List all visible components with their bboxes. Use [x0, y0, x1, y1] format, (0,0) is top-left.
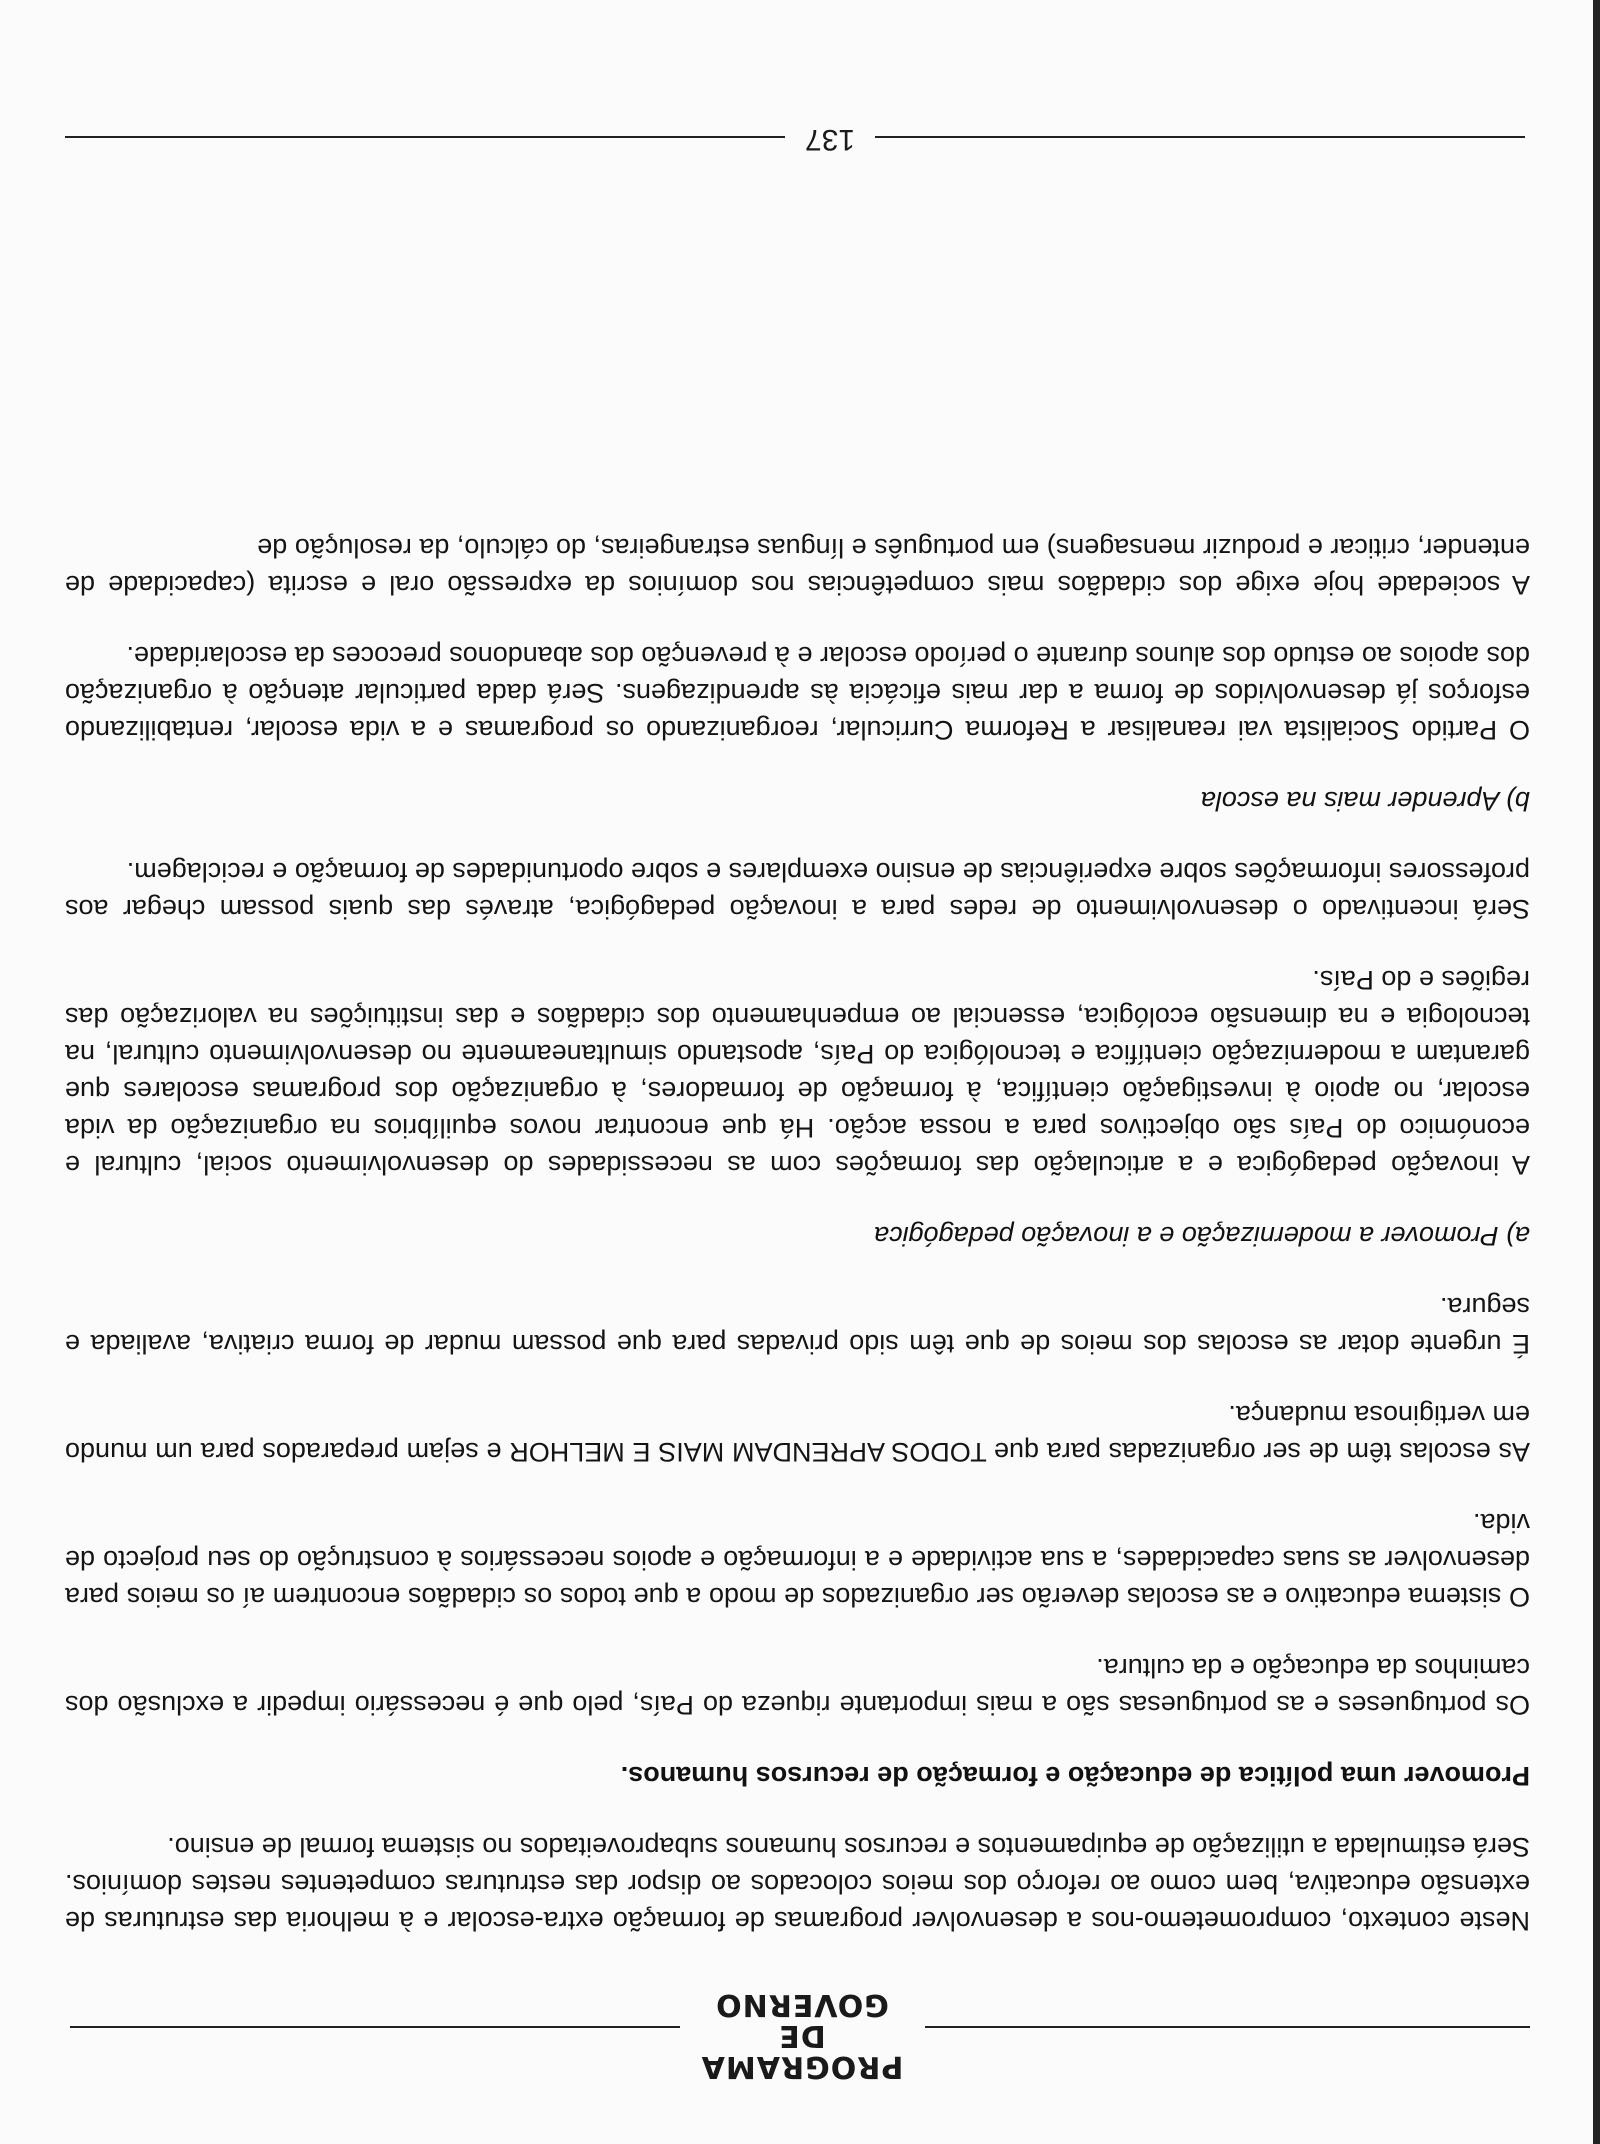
paragraph-reforma-curricular: O Partido Socialista vai reanalisar a Reforma Curricular, reorganizando os programas e a vida escolar, rentabilizando esforços já desenvolvidos de forma a dar mais eficácia às aprendizagens. Será dada particular atenção à organização dos apoios ao estudo dos alunos durante o período escolar e à prevenção dos abandonos precoces da escolaridade.	[65, 641, 1530, 745]
scan-binding-edge	[1593, 0, 1600, 2144]
page-header	[70, 1987, 1530, 2084]
footer-rule-right	[65, 136, 785, 138]
page-footer	[65, 118, 1525, 158]
header-rule-left	[925, 2026, 1530, 2028]
body-text	[65, 495, 1530, 1939]
paragraph-portugueses: Os portugueses e as portuguesas são a mais importante riqueza do País, pelo que é necessário impedir a exclusão dos caminhos da educação e da cultura.	[65, 1653, 1530, 1720]
header-rule-right	[70, 2026, 680, 2028]
page-number: 137	[804, 123, 856, 156]
subheading-a: a) Promover a modernização e a inovação pedagógica	[874, 1221, 1530, 1251]
paragraph-urgente: É urgente dotar as escolas dos meios de que têm sido privadas para que possam mudar de forma criativa, avaliada e segura.	[65, 1292, 1530, 1359]
footer-rule-left	[875, 136, 1525, 138]
header-title-line1: PROGRAMA	[700, 2049, 904, 2084]
paragraph-redes: Será incentivado o desenvolvimento de redes para a inovação pedagógica, através das quais possam chegar aos professores informações sobre experiências de ensino exemplares e sobre oportunidades de formação e reciclagem.	[65, 857, 1530, 924]
section-heading: Promover uma política de educação e formação de recursos humanos.	[620, 1761, 1530, 1791]
paragraph-sistema-educativo: O sistema educativo e as escolas deverão ser organizados de modo a que todos os cidadãos encontrem aí os meios para desenvolver as suas capacidades, a sua actividade e a informação e apoios necessários à construção do seu projecto de vida.	[65, 1508, 1530, 1612]
subheading-b: b) Aprender mais na escola	[1200, 786, 1530, 816]
paragraph-inovacao: A inovação pedagógica e a articulação das formações com as necessidades do desenvolvimento social, cultural e económico do País são objectivos para a nossa acção. Há que encontrar novos equilíbrios na organização da vida escolar, no apoio à investigação científica, à formação de formadores, à organização dos programas escolares que garantam a modernização científica e tecnológica do País, apostando simultaneamente no desenvolvimento cultural, na tecnologia e na dimensão ecológica, essencial ao empenhamento dos cidadãos e das instituições na valorização das regiões e do País.	[65, 965, 1530, 1180]
paragraph-sociedade: A sociedade hoje exige dos cidadãos mais competências nos domínios da expressão oral e escrita (capacidade de entender, criticar e produzir mensagens) em português e línguas estrangeiras, do cálculo, da resolução de	[65, 533, 1530, 600]
header-title-line2: DE GOVERNO	[715, 1987, 889, 2053]
paragraph-escolas: As escolas têm de ser organizadas para que TODOS APRENDAM MAIS E MELHOR e sejam preparados para um mundo em vertiginosa mudança.	[65, 1400, 1530, 1467]
header-title	[686, 1989, 918, 2082]
paragraph-extra-escolar: Neste contexto, comprometemo-nos a desenvolver programas de formação extra-escolar e à melhoria das estruturas de extensão educativa, bem como ao reforço dos meios colocados ao dispor das estruturas competentes nestes domínios. Será estimulada a utilização de equipamentos e recursos humanos subaproveitados no sistema formal de ensino.	[65, 1832, 1530, 1936]
